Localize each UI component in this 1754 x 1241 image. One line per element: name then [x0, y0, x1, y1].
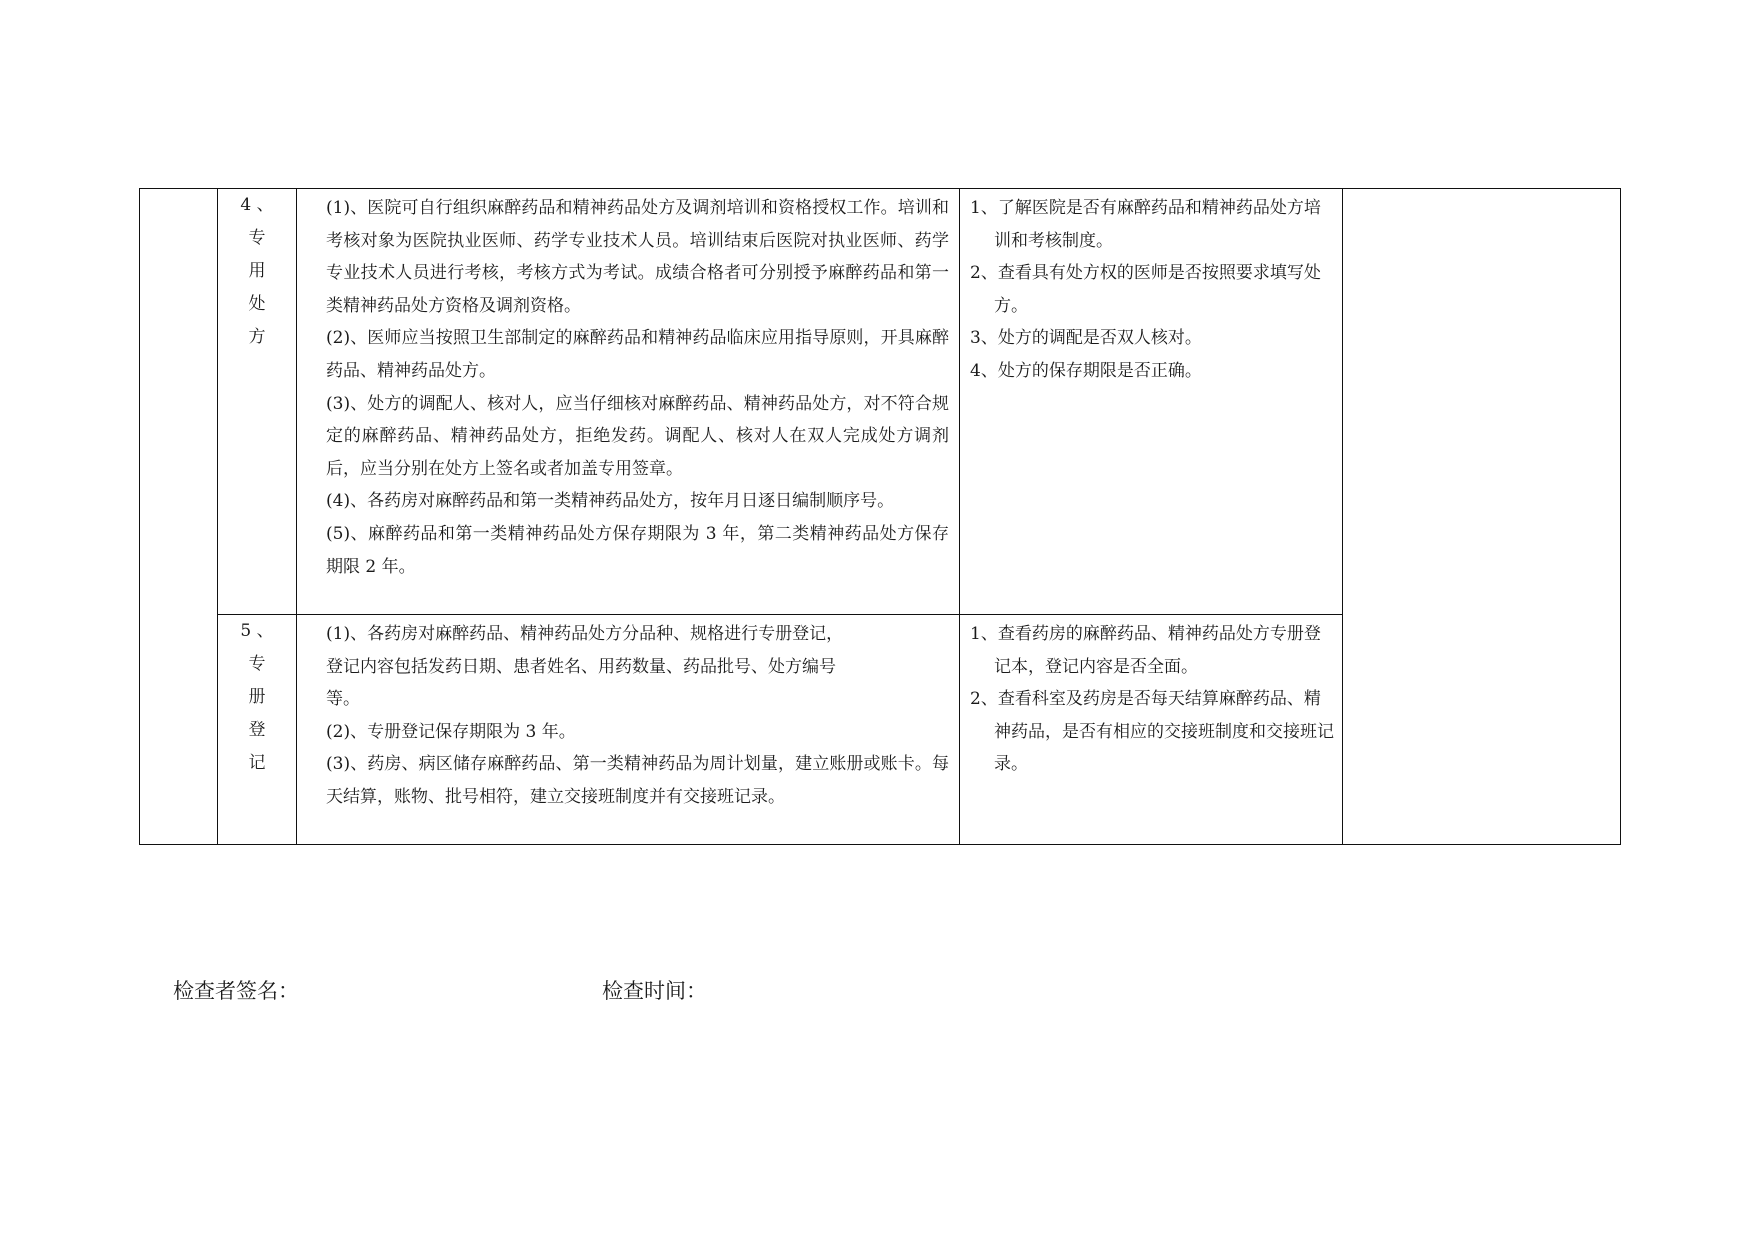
table-row [140, 189, 1621, 615]
standard-cell [297, 615, 960, 845]
notes-cell [1343, 189, 1621, 845]
method-item: 2、查看具有处方权的医师是否按照要求填写处方。 [970, 263, 1321, 316]
standard-clause: (4)、各药房对麻醉药品和第一类精神药品处方，按年月日逐日编制顺序号。 [326, 491, 895, 512]
method-cell [960, 189, 1343, 615]
item-char: 专 [248, 654, 266, 674]
inspection-table [139, 188, 1621, 845]
method-item: 2、查看科室及药房是否每天结算麻醉药品、精神药品，是否有相应的交接班制度和交接班记录。 [970, 689, 1334, 775]
method-item: 3、处方的调配是否双人核对。 [970, 328, 1202, 349]
standard-clause: (1)、医院可自行组织麻醉药品和精神药品处方及调剂培训和资格授权工作。培训和考核对象为医院执业医师、药学专业技术人员。培训结束后医院对执业医师、药学专业技术人员进行考核，考核方式为考试。成绩合格者可分别授予麻醉药品和第一类精神药品处方资格及调剂资格。 [326, 198, 949, 316]
item-number: 4 、 [240, 195, 274, 215]
method-item: 4、处方的保存期限是否正确。 [970, 360, 1202, 381]
item-number: 5 、 [240, 621, 274, 641]
category-cell [140, 189, 218, 845]
item-label [240, 615, 273, 780]
inspector-signature-label: 检查者签名： [173, 979, 299, 1003]
item-cell [218, 615, 297, 845]
standard-clause: (5)、麻醉药品和第一类精神药品处方保存期限为 3 年，第二类精神药品处方保存期限 2 年。 [326, 523, 949, 577]
standard-clause: (3)、处方的调配人、核对人，应当仔细核对麻醉药品、精神药品处方，对不符合规定的麻醉药品、精神药品处方，拒绝发药。调配人、核对人在双人完成处方调剂后，应当分别在处方上签名或者加盖专用签章。 [326, 393, 949, 479]
item-char: 册 [248, 687, 266, 707]
standard-clause: (2)、专册登记保存期限为 3 年。 [326, 721, 576, 742]
method-cell [960, 615, 1343, 845]
standard-cell [297, 189, 960, 615]
item-char: 用 [248, 261, 266, 281]
item-char: 专 [248, 228, 266, 248]
standard-clause: (1)、各药房对麻醉药品、精神药品处方分品种、规格进行专册登记， [326, 624, 844, 644]
item-char: 登 [248, 720, 266, 740]
item-char: 记 [248, 753, 266, 773]
standard-clause: 登记内容包括发药日期、患者姓名、用药数量、药品批号、处方编号 [326, 656, 836, 677]
method-item: 1、了解医院是否有麻醉药品和精神药品处方培训和考核制度。 [970, 198, 1321, 251]
item-label [240, 189, 273, 354]
standard-clause: (3)、药房、病区储存麻醉药品、第一类精神药品为周计划量，建立账册或账卡。每天结算，账物、批号相符，建立交接班制度并有交接班记录。 [326, 754, 949, 807]
standard-clause: 等。 [326, 689, 360, 710]
inspection-time-label: 检查时间： [602, 979, 707, 1003]
method-item: 1、查看药房的麻醉药品、精神药品处方专册登记本，登记内容是否全面。 [970, 624, 1321, 677]
standard-clause: (2)、医师应当按照卫生部制定的麻醉药品和精神药品临床应用指导原则，开具麻醉药品、精神药品处方。 [326, 328, 949, 381]
item-cell [218, 189, 297, 615]
item-char: 处 [248, 294, 266, 314]
item-char: 方 [248, 327, 266, 347]
